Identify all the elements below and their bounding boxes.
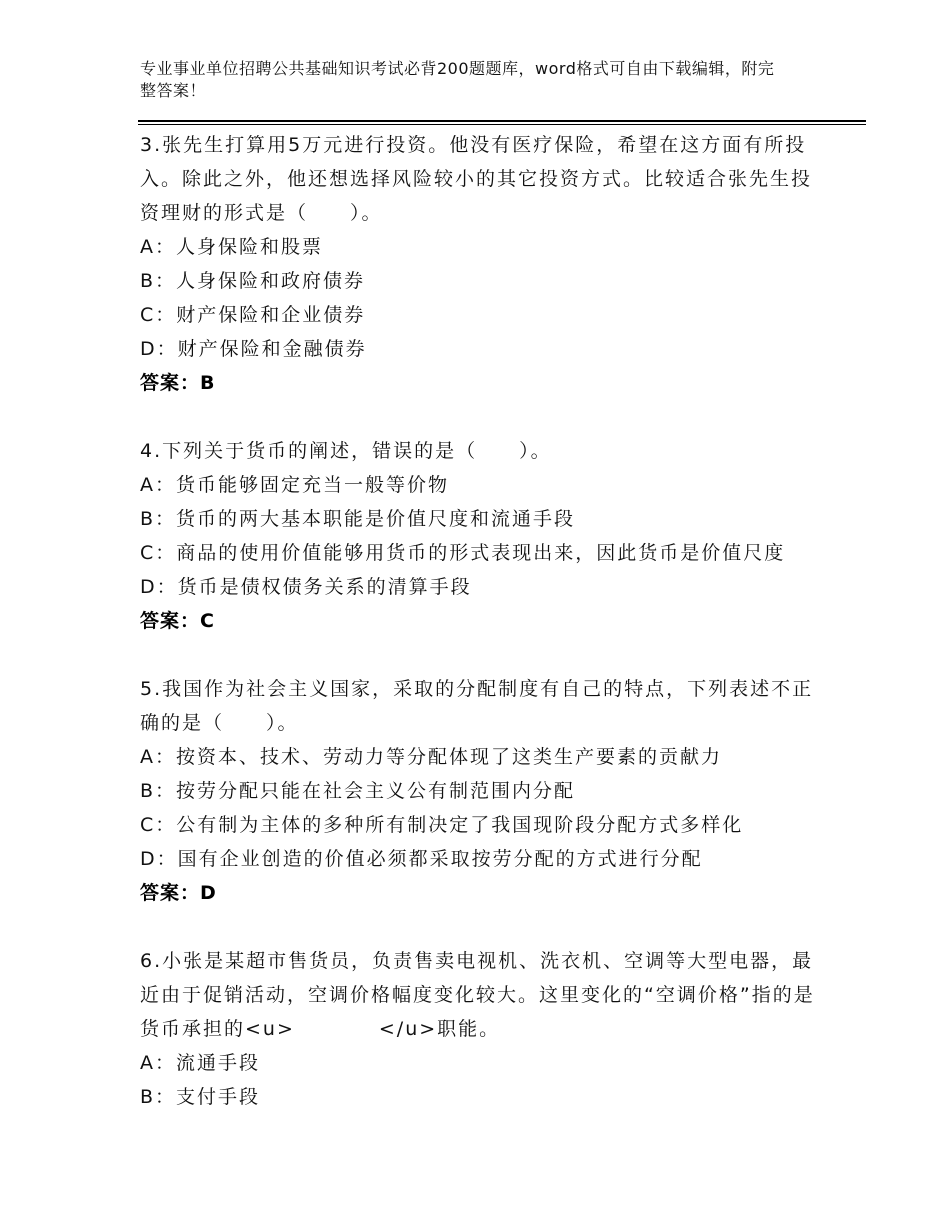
question-5 [140, 672, 820, 910]
question-stem: 5.我国作为社会主义国家，采取的分配制度有自己的特点，下列表述不正确的是（ ）。 [140, 678, 814, 734]
option-b: B：支付手段 [140, 1086, 261, 1108]
option-b: B：人身保险和政府债券 [140, 270, 366, 292]
question-answer: 答案：D [140, 882, 217, 904]
question-stem: 4.下列关于货币的阐述，错误的是（ ）。 [140, 440, 552, 462]
question-4 [140, 434, 820, 638]
question-3 [140, 128, 820, 400]
question-list [140, 128, 820, 1148]
option-a: A：流通手段 [140, 1052, 260, 1074]
question-answer: 答案：C [140, 610, 215, 632]
header-rule [138, 120, 866, 122]
option-c: C：公有制为主体的多种所有制决定了我国现阶段分配方式多样化 [140, 814, 744, 836]
header-rule-thin [138, 124, 866, 125]
option-a: A：按资本、技术、劳动力等分配体现了这类生产要素的贡献力 [140, 746, 722, 768]
option-d: D：国有企业创造的价值必须都采取按劳分配的方式进行分配 [140, 848, 703, 870]
option-d: D：货币是债权债务关系的清算手段 [140, 576, 472, 598]
option-c: C：商品的使用价值能够用货币的形式表现出来，因此货币是价值尺度 [140, 542, 786, 564]
option-c: C：财产保险和企业债券 [140, 304, 366, 326]
option-b: B：按劳分配只能在社会主义公有制范围内分配 [140, 780, 576, 802]
option-b: B：货币的两大基本职能是价值尺度和流通手段 [140, 508, 576, 530]
question-6 [140, 944, 820, 1114]
question-stem: 6.小张是某超市售货员，负责售卖电视机、洗衣机、空调等大型电器，最近由于促销活动，空调价格幅度变化较大。这里变化的“空调价格”指的是货币承担的<u> </u>职能。 [140, 950, 815, 1040]
option-a: A：人身保险和股票 [140, 236, 323, 258]
option-a: A：货币能够固定充当一般等价物 [140, 474, 449, 496]
page-header: 专业事业单位招聘公共基础知识考试必背200题题库，word格式可自由下载编辑，附完整答案！ [140, 59, 775, 100]
option-d: D：财产保险和金融债券 [140, 338, 367, 360]
question-answer: 答案：B [140, 372, 216, 394]
question-stem: 3.张先生打算用5万元进行投资。他没有医疗保险，希望在这方面有所投入。除此之外，他还想选择风险较小的其它投资方式。比较适合张先生投资理财的形式是（ ）。 [140, 134, 813, 224]
